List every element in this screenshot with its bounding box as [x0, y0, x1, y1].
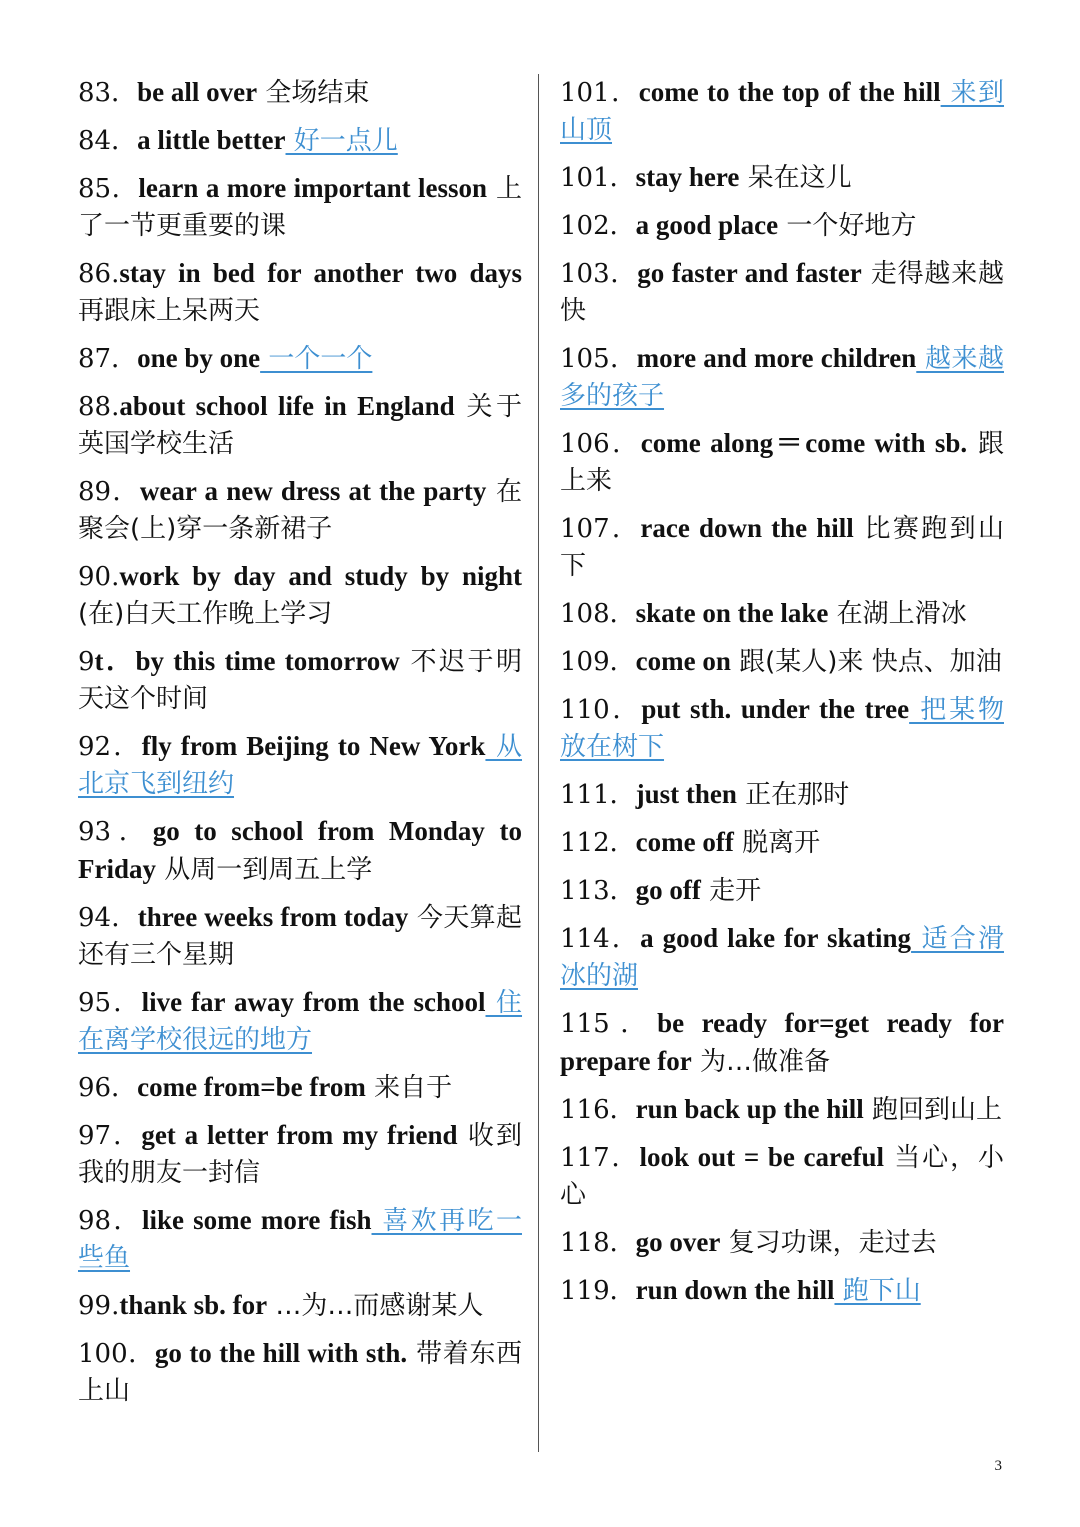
entry-number: 90.: [78, 562, 120, 592]
entry-number: 108．: [560, 599, 636, 629]
english-phrase: come on: [635, 646, 731, 676]
english-phrase: go to school from Monday to Friday: [78, 816, 522, 884]
entry-number: 83．: [78, 78, 138, 108]
english-phrase: thank sb. for: [119, 1290, 268, 1320]
phrase-entry: [78, 340, 522, 378]
english-phrase: get a letter from my friend: [141, 1120, 458, 1150]
entry-number: 102．: [560, 211, 636, 241]
phrase-entry: [560, 159, 1004, 197]
entry-number: 89．: [78, 477, 140, 507]
entry-number: 92．: [78, 732, 142, 762]
english-phrase: like some more fish: [141, 1205, 372, 1235]
chinese-translation-link[interactable]: 从北京飞到纽约: [78, 732, 523, 799]
chinese-translation: 一个好地方: [778, 211, 917, 241]
chinese-translation: 为…做准备: [691, 1047, 830, 1077]
entry-number: 118．: [560, 1228, 636, 1258]
chinese-translation-link[interactable]: 跑下山: [834, 1276, 921, 1306]
phrase-entry: [560, 74, 1004, 149]
phrase-entry: [560, 1139, 1004, 1214]
english-phrase: come off: [635, 827, 734, 857]
phrase-entry: [560, 1005, 1004, 1081]
english-phrase: go off: [635, 875, 701, 905]
english-phrase: t．by this time tomorrow: [94, 646, 400, 676]
english-phrase: come along＝come with sb.: [640, 428, 968, 458]
entry-number: 85．: [78, 174, 139, 204]
chinese-translation-link[interactable]: 来到山顶: [560, 78, 1005, 145]
entry-number: 96．: [78, 1073, 138, 1103]
phrase-entry: [78, 473, 522, 548]
phrase-entry: [560, 776, 1004, 814]
phrase-entry: [78, 170, 522, 245]
english-phrase: run back up the hill: [635, 1094, 864, 1124]
chinese-translation: …为…而感谢某人: [267, 1291, 484, 1321]
column-divider: [538, 74, 539, 1452]
english-phrase: about school life in England: [119, 391, 455, 421]
entry-number: 107．: [560, 514, 641, 544]
entry-number: 9: [78, 647, 95, 677]
chinese-translation: 呆在这儿: [739, 163, 852, 193]
phrase-entry: [78, 899, 522, 974]
phrase-entry: [560, 207, 1004, 245]
entry-number: 103．: [560, 259, 638, 289]
entry-number: 110．: [560, 695, 642, 725]
entry-number: 101．: [560, 78, 639, 108]
entry-number: 84．: [78, 126, 138, 156]
chinese-translation: 跑回到山上: [863, 1095, 1002, 1125]
english-phrase: come to the top of the hill: [638, 77, 941, 107]
right-column: [560, 74, 1004, 1320]
english-phrase: come from=be from: [137, 1072, 366, 1102]
entry-number: 111．: [560, 780, 636, 810]
english-phrase: live far away from the school: [141, 987, 486, 1017]
phrase-entry: [78, 1069, 522, 1107]
phrase-entry: [560, 510, 1004, 585]
english-phrase: stay in bed for another two days: [119, 258, 522, 288]
phrase-entry: [78, 728, 522, 803]
chinese-translation: 再跟床上呆两天: [78, 296, 261, 326]
entry-number: 98．: [78, 1206, 142, 1236]
english-phrase: go over: [635, 1227, 721, 1257]
chinese-translation-link[interactable]: 把某物放在树下: [560, 695, 1004, 762]
phrase-entry: [78, 255, 522, 330]
chinese-translation-link[interactable]: 一个一个: [260, 344, 373, 374]
entry-number: 97．: [78, 1121, 142, 1151]
entry-number: 109．: [560, 647, 636, 677]
english-phrase: go to the hill with sth.: [154, 1338, 408, 1368]
english-phrase: three weeks from today: [137, 902, 409, 932]
chinese-translation-link[interactable]: 喜欢再吃一些鱼: [78, 1206, 522, 1273]
english-phrase: put sth. under the tree: [641, 694, 910, 724]
chinese-translation-link[interactable]: 住在离学校很远的地方: [78, 988, 523, 1055]
phrase-entry: [560, 255, 1004, 330]
phrase-entry: [78, 122, 522, 160]
chinese-translation: 从周一到周五上学: [156, 855, 373, 885]
phrase-entry: [78, 1335, 522, 1410]
phrase-entry: [78, 1117, 522, 1192]
english-phrase: be all over: [137, 77, 258, 107]
phrase-entry: [560, 643, 1004, 681]
chinese-translation: 收到我的朋友一封信: [78, 1121, 523, 1188]
chinese-translation: 走得越来越快: [560, 259, 1004, 326]
chinese-translation: 带着东西上山: [78, 1339, 523, 1406]
entry-number: 119．: [560, 1276, 636, 1306]
entry-number: 88.: [78, 392, 120, 422]
entry-number: 101．: [560, 163, 636, 193]
entry-number: 106．: [560, 429, 641, 459]
left-column: [78, 74, 522, 1420]
phrase-entry: [560, 425, 1004, 500]
chinese-translation: 今天算起还有三个星期: [78, 903, 523, 970]
chinese-translation: (在)白天工作晚上学习: [78, 599, 333, 629]
entry-number: 87．: [78, 344, 138, 374]
english-phrase: skate on the lake: [635, 598, 829, 628]
entry-number: 105．: [560, 344, 637, 374]
chinese-translation: 关于英国学校生活: [78, 392, 522, 459]
phrase-entry: [560, 1224, 1004, 1262]
phrase-entry: [560, 1091, 1004, 1129]
phrase-entry: [560, 920, 1004, 995]
entry-number: 113．: [560, 876, 636, 906]
english-phrase: a good place: [635, 210, 779, 240]
english-phrase: one by one: [137, 343, 261, 373]
chinese-translation: 在聚会(上)穿一条新裙子: [78, 477, 523, 544]
english-phrase: a good lake for skating: [640, 923, 912, 953]
phrase-entry: [560, 872, 1004, 910]
chinese-translation: 比赛跑到山下: [560, 514, 1004, 581]
chinese-translation: 跟(某人)来 快点、加油: [730, 647, 1002, 677]
chinese-translation-link[interactable]: 适合滑冰的湖: [560, 924, 1004, 991]
english-phrase: race down the hill: [640, 513, 854, 543]
chinese-translation: 正在那时: [736, 780, 850, 810]
phrase-entry: [78, 74, 522, 112]
chinese-translation: 脱离开: [733, 828, 821, 858]
english-phrase: learn a more important lesson: [138, 173, 488, 203]
english-phrase: be ready for=get ready for prepare for: [560, 1008, 1004, 1076]
entry-number: 114．: [560, 924, 641, 954]
chinese-translation: 复习功课，走过去: [720, 1228, 937, 1258]
chinese-translation: 上了一节更重要的课: [78, 174, 522, 241]
page-number: 3: [994, 1458, 1002, 1474]
entry-number: 117．: [560, 1143, 640, 1173]
chinese-translation: 走开: [700, 876, 762, 906]
entry-number: 95．: [78, 988, 142, 1018]
english-phrase: work by day and study by night: [119, 561, 522, 591]
phrase-entry: [78, 1287, 522, 1325]
entry-number: 115．: [560, 1009, 658, 1039]
entry-number: 112．: [560, 828, 636, 858]
english-phrase: more and more children: [636, 343, 917, 373]
chinese-translation: 来自于: [365, 1073, 453, 1103]
phrase-entry: [78, 984, 522, 1059]
entry-number: 99.: [78, 1291, 120, 1321]
phrase-entry: [560, 691, 1004, 766]
phrase-entry: [78, 643, 522, 718]
english-phrase: go faster and faster: [637, 258, 862, 288]
chinese-translation: 在湖上滑冰: [828, 599, 967, 629]
phrase-entry: [78, 1202, 522, 1277]
phrase-entry: [78, 388, 522, 463]
chinese-translation: 不迟于明天这个时间: [78, 647, 523, 714]
phrase-entry: [78, 558, 522, 633]
phrase-entry: [560, 1272, 1004, 1310]
entry-number: 86.: [78, 259, 120, 289]
english-phrase: look out = be careful: [639, 1142, 885, 1172]
english-phrase: just then: [635, 779, 737, 809]
chinese-translation-link[interactable]: 越来越多的孩子: [560, 344, 1004, 411]
chinese-translation: 当心，小心: [560, 1143, 1004, 1210]
entry-number: 116．: [560, 1095, 636, 1125]
english-phrase: run down the hill: [635, 1275, 835, 1305]
english-phrase: wear a new dress at the party: [139, 476, 487, 506]
english-phrase: stay here: [635, 162, 740, 192]
english-phrase: fly from Beijing to New York: [141, 731, 486, 761]
phrase-entry: [78, 813, 522, 889]
phrase-entry: [560, 595, 1004, 633]
english-phrase: a little better: [137, 125, 286, 155]
chinese-translation: 跟上来: [560, 429, 1004, 496]
phrase-entry: [560, 340, 1004, 415]
entry-number: 94．: [78, 903, 138, 933]
entry-number: 93．: [78, 817, 153, 847]
chinese-translation-link[interactable]: 好一点儿: [285, 126, 398, 156]
phrase-entry: [560, 824, 1004, 862]
entry-number: 100．: [78, 1339, 155, 1369]
chinese-translation: 全场结束: [257, 78, 370, 108]
